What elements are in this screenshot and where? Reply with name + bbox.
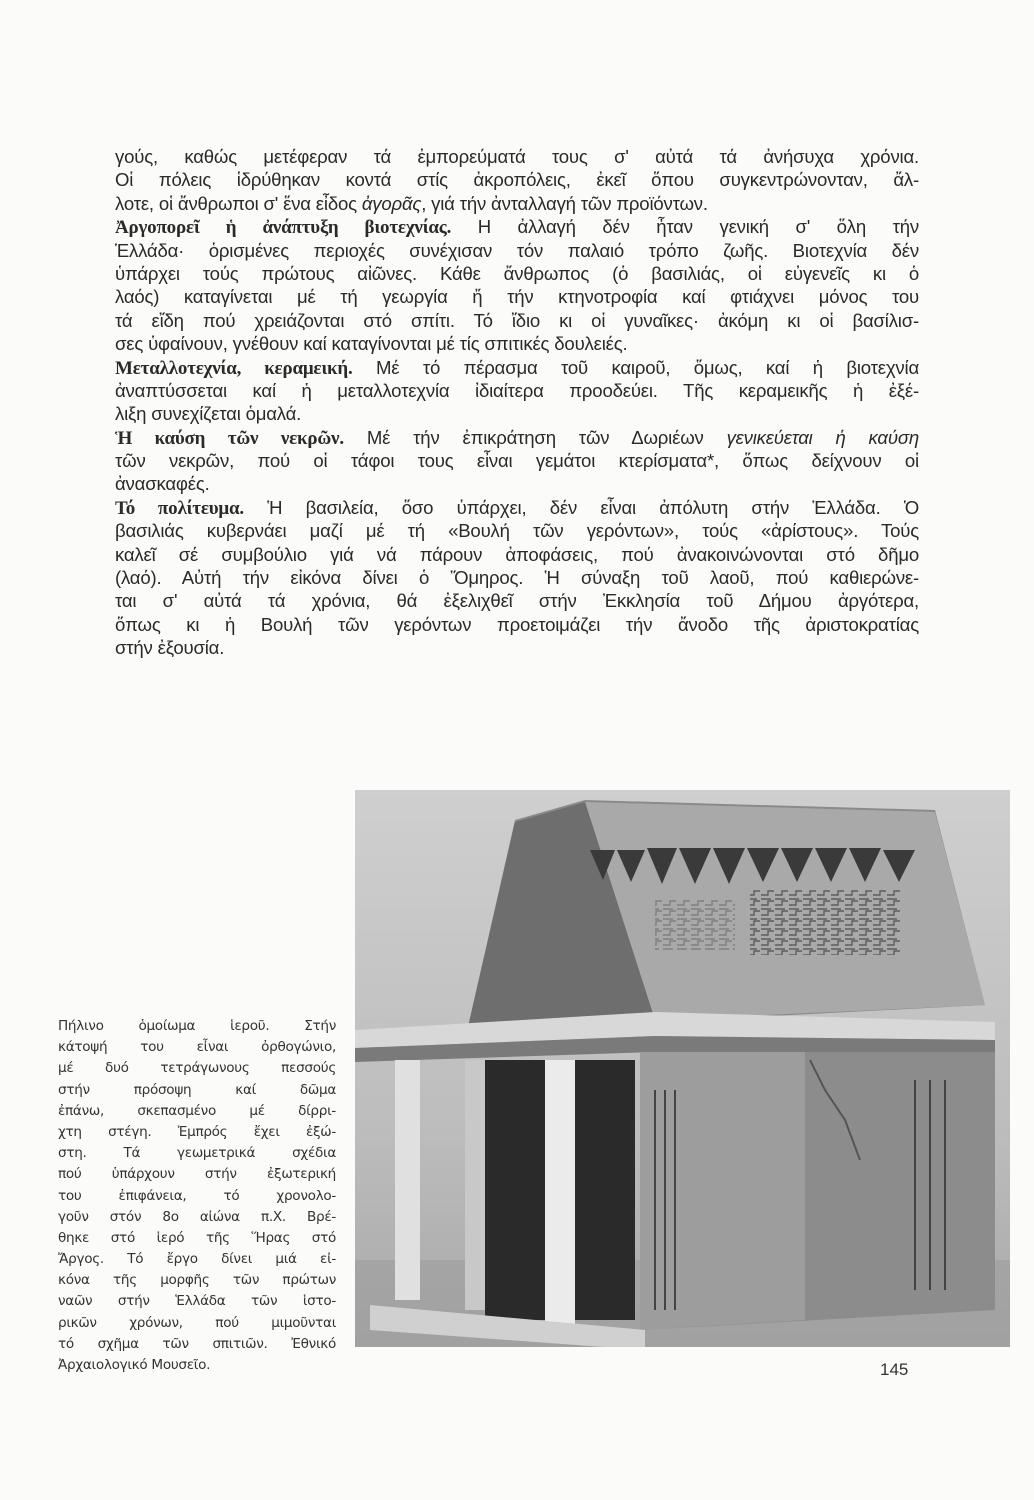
caption-line: του ἐπιφάνεια, τό χρονολο-: [58, 1187, 336, 1204]
caption-line: τό σχῆμα τῶν σπιτιῶν. Ἐθνικό: [58, 1335, 336, 1352]
text-line: [115, 636, 919, 659]
text-run: Ἡ βασιλεία, ὅσο ὑπάρχει, δέν εἶναι ἀπόλυτη στήν Ἑλλάδα. Ὁ: [243, 496, 920, 518]
caption-line: γοῦν στόν 8ο αἰώνα π.Χ. Βρέ-: [58, 1208, 336, 1225]
text-line: [115, 472, 919, 495]
text-run: ὑπάρχει τούς πρώτους αἰῶνες. Κάθε ἄνθρωπος (ὁ βασιλιάς, οἱ εὐγενεῖς κι ὁ: [115, 262, 919, 284]
text-run: σες ὑφαίνουν, γνέθουν καί καταγίνονται μέ τίς σπιτικές δουλειές.: [115, 333, 628, 355]
text-line: [115, 566, 919, 589]
text-run: Μέ τό πέρασμα τοῦ καιροῦ, ὅμως, καί ἡ βιοτεχνία: [352, 356, 920, 378]
emphasis-text: γενικεύεται ἡ καύση: [726, 426, 919, 448]
text-line: [115, 613, 919, 636]
text-line: [115, 496, 919, 519]
section-heading: Μεταλλοτεχνία, κεραμεική.: [115, 357, 353, 379]
text-line: [115, 262, 919, 285]
text-run: τῶν νεκρῶν, πού οἱ τάφοι τους εἶναι γεμάτοι κτερίσματα*, ὅπως δείχνουν οἱ: [115, 450, 919, 472]
text-line: [115, 309, 919, 332]
text-run: τά εἴδη πού χρειάζονται στό σπίτι. Τό ἴδιο κι οἱ γυναῖκες· ἀκόμη κι οἱ βασίλισ-: [115, 309, 919, 331]
caption-line: πού ὑπάρχουν στήν ἐξωτερική: [58, 1166, 336, 1183]
text-line: [115, 589, 919, 612]
caption-line: Ἀρχαιολογικό Μουσεῖο.: [58, 1357, 211, 1373]
section-heading: Ἡ καύση τῶν νεκρῶν.: [115, 427, 344, 449]
text-line: [115, 543, 919, 566]
temple-model-photo: [355, 790, 1010, 1347]
text-line: [115, 402, 919, 425]
caption-line: Πήλινο ὁμοίωμα ἱεροῦ. Στήν: [58, 1018, 336, 1034]
caption-line: ρικῶν χρόνων, πού μιμοῦνται: [58, 1314, 336, 1331]
caption-line: θηκε στό ἱερό τῆς Ἥρας στό: [58, 1229, 336, 1246]
text-line: [115, 239, 919, 262]
text-run: λιξη συνεχίζεται ὁμαλά.: [115, 403, 302, 425]
caption-line: ἐπάνω, σκεπασμένο μέ δίρρι-: [58, 1102, 336, 1119]
text-run: Ἑλλάδα· ὁρισμένες περιοχές συνέχισαν τόν παλαιό τρόπο ζωῆς. Βιοτεχνία δέν: [115, 239, 919, 261]
caption-line: στήν πρόσοψη καί δῶμα: [58, 1081, 336, 1098]
text-run: Η ἀλλαγή δέν ἦταν γενική σ' ὅλη τήν: [451, 216, 919, 238]
text-line: [115, 168, 919, 191]
text-line: [115, 519, 919, 542]
text-run: Μέ τήν ἐπικράτηση τῶν Δωριέων: [343, 426, 727, 448]
emphasis-text: ἀγορᾶς: [361, 192, 422, 214]
text-line: [115, 356, 919, 379]
text-run: καλεῖ σέ συμβούλιο γιά νά πάρουν ἀποφάσεις, πού ἀνακοινώνονται στό δῆμο: [115, 543, 919, 565]
text-run: στήν ἐξουσία.: [115, 637, 225, 659]
text-run: Οἱ πόλεις ἱδρύθηκαν κοντά στίς ἀκροπόλεις, ἐκεῖ ὅπου συγκεντρώνονταν, ἄλ-: [115, 169, 919, 191]
text-run: ἀνασκαφές.: [115, 473, 210, 495]
text-run: , γιά τήν ἀνταλλαγή τῶν προϊόντων.: [421, 192, 708, 214]
text-run: ὅπως κι ἡ Βουλή τῶν γερόντων προετοιμάζει τήν ἄνοδο τῆς ἀριστοκρατίας: [115, 613, 919, 635]
section-heading: Τό πολίτευμα.: [115, 497, 244, 519]
caption-line: Ἄργος. Τό ἔργο δίνει μιά εἰ-: [58, 1251, 336, 1268]
text-line: [115, 192, 919, 215]
text-line: [115, 215, 919, 238]
caption-line: κόνα τῆς μορφῆς τῶν πρώτων: [58, 1272, 336, 1289]
caption-line: κάτοψή του εἶναι ὀρθογώνιο,: [58, 1039, 336, 1056]
text-run: ἀναπτύσσεται καί ἡ μεταλλοτεχνία ἰδιαίτερα προοδεύει. Τῆς κεραμεικῆς ἡ ἐξέ-: [115, 379, 919, 401]
text-run: γούς, καθώς μετέφεραν τά ἐμπορεύματά τους σ' αὐτά τά ἀνήσυχα χρόνια.: [115, 146, 919, 167]
text-line: [115, 449, 919, 472]
figure-caption: [58, 1016, 336, 1376]
caption-line: μέ δυό τετράγωνους πεσσούς: [58, 1060, 336, 1077]
text-line: [115, 285, 919, 308]
text-line: [115, 426, 919, 449]
text-run: ται σ' αὐτά τά χρόνια, θά ἐξελιχθεῖ στήν Ἐκκλησία τοῦ Δήμου ἀργότερα,: [115, 590, 919, 612]
caption-line: ναῶν στήν Ἑλλάδα τῶν ἱστο-: [58, 1293, 336, 1310]
text-run: βασιλιάς κυβερνάει μαζί μέ τή «Βουλή τῶν γερόντων», τούς «ἀρίστους». Τούς: [115, 520, 919, 542]
text-run: λαός) καταγίνεται μέ τή γεωργία ἤ τήν κτηνοτροφία καί φτιάχνει μόνος του: [115, 286, 919, 308]
page-number: 145: [880, 1360, 909, 1379]
caption-line: χτη στέγη. Ἐμπρός ἔχει ἐξώ-: [58, 1123, 336, 1140]
text-line: [115, 145, 919, 168]
caption-line: στη. Τά γεωμετρικά σχέδια: [58, 1145, 336, 1162]
text-run: (λαό). Αὐτή τήν εἰκόνα δίνει ὁ Ὅμηρος. Ἡ σύναξη τοῦ λαοῦ, πού καθιερώνε-: [115, 567, 919, 589]
text-line: [115, 379, 919, 402]
text-run: λοτε, οἱ ἄνθρωποι σ' ἕνα εἶδος: [115, 192, 362, 214]
body-text: [115, 145, 919, 660]
text-line: [115, 332, 919, 355]
section-heading: Ἀργοπορεῖ ἡ ἀνάπτυξη βιοτεχνίας.: [115, 217, 452, 239]
